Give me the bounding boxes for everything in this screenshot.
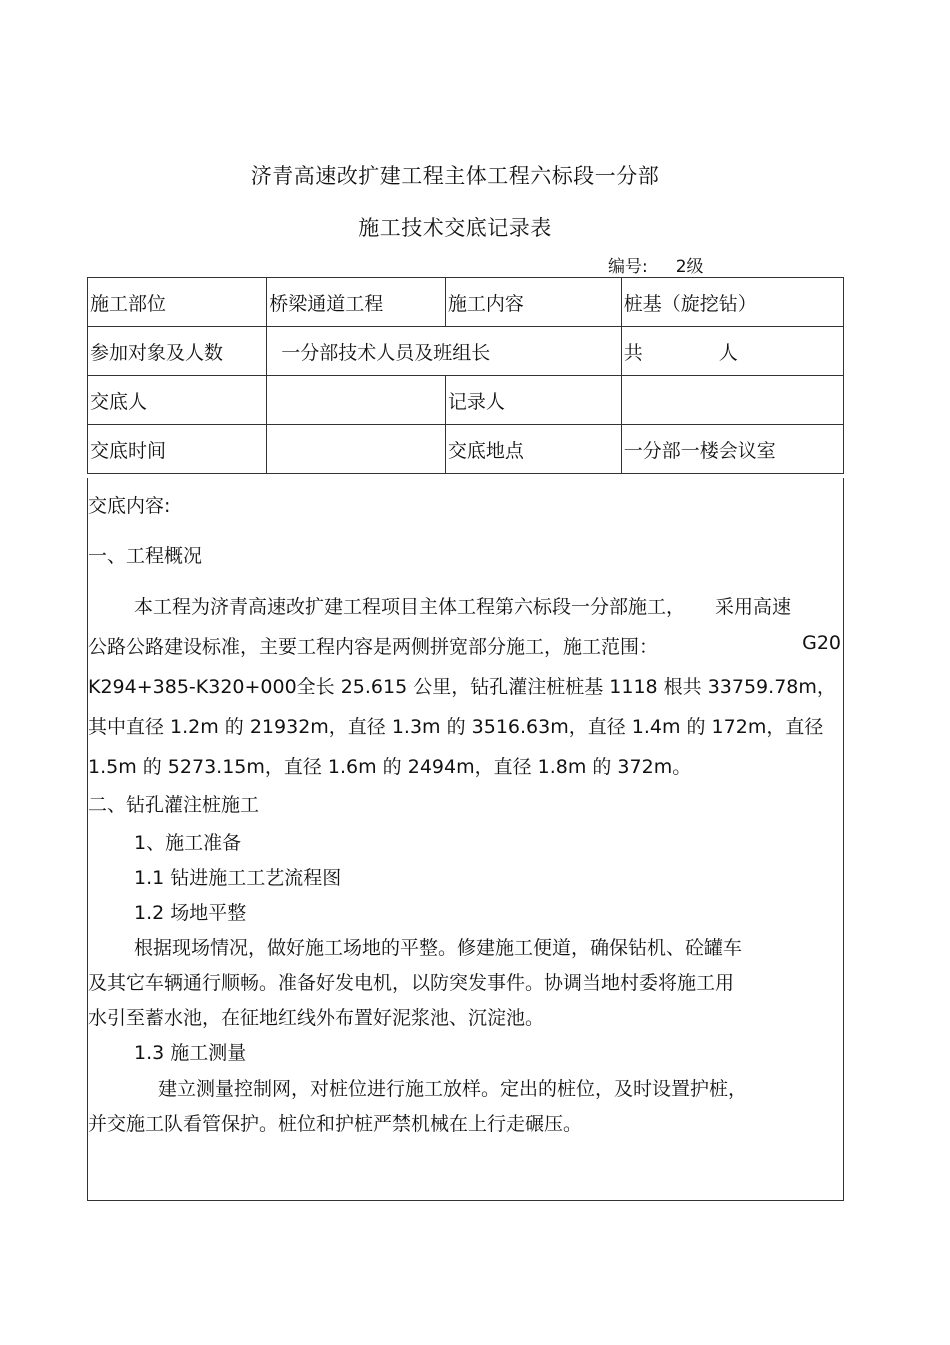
paragraph-line: 及其它车辆通行顺畅。准备好发电机，以防突发事件。协调当地村委将施工用 (88, 972, 735, 994)
cell-value (267, 425, 446, 474)
paragraph-line: K294+385-K320+000全长 25.615 公里，钻孔灌注桩桩基 1118 根共 33759.78m， (88, 676, 836, 698)
paragraph-text: 采用高速 (715, 596, 792, 618)
cell-value: 一分部技术人员及班组长 (267, 327, 622, 376)
document-subtitle: 施工技术交底记录表 (358, 216, 552, 240)
table-row (88, 327, 844, 376)
cell-value (621, 376, 843, 425)
subsection-heading: 1.3 施工测量 (134, 1042, 247, 1064)
paragraph-line: 其中直径 1.2m 的 21932m，直径 1.3m 的 3516.63m，直径 1.4m 的 172m，直径 (88, 716, 824, 738)
section-heading: 二、钻孔灌注桩施工 (88, 794, 260, 816)
paragraph-line (134, 592, 791, 619)
paragraph-line: 并交施工队看管保护。桩位和护桩严禁机械在上行走碾压。 (88, 1113, 583, 1135)
document-title: 济青高速改扩建工程主体工程六标段一分部 (250, 164, 660, 188)
paragraph-line: 水引至蓄水池，在征地红线外布置好泥浆池、沉淀池。 (88, 1007, 545, 1029)
header-table (87, 277, 844, 474)
table-row (88, 278, 844, 327)
serial-label: 编号: (608, 257, 648, 277)
serial-number (608, 252, 806, 278)
paragraph-line: 根据现场情况，做好施工场地的平整。修建施工便道，确保钻机、砼罐车 (134, 937, 743, 959)
paragraph-line: 建立测量控制网，对桩位进行施工放样。定出的桩位，及时设置护桩， (158, 1078, 748, 1100)
cell-label: 交底地点 (445, 425, 621, 474)
cell-value: 一分部一楼会议室 (621, 425, 843, 474)
subsection-heading: 1、施工准备 (134, 832, 242, 854)
section-heading: 一、工程概况 (88, 545, 203, 567)
serial-value: 2级 (668, 252, 806, 278)
paragraph-text: 本工程为济青高速改扩建工程项目主体工程第六标段一分部施工， (134, 596, 686, 618)
cell-label: 施工部位 (88, 278, 267, 327)
paragraph-line (88, 632, 841, 659)
cell-label: 记录人 (445, 376, 621, 425)
cell-label: 参加对象及人数 (88, 327, 267, 376)
cell-value: 桥梁通道工程 (267, 278, 446, 327)
cell-label: 交底人 (88, 376, 267, 425)
cell-label: 交底时间 (88, 425, 267, 474)
count-suffix: 人 (718, 341, 738, 364)
cell-label: 施工内容 (445, 278, 621, 327)
count-prefix: 共 (623, 341, 643, 364)
paragraph-line: 1.5m 的 5273.15m，直径 1.6m 的 2494m，直径 1.8m 的 372m。 (88, 756, 692, 778)
cell-value (621, 327, 843, 376)
subsection-heading: 1.2 场地平整 (134, 902, 247, 924)
table-row (88, 376, 844, 425)
cell-value: 桩基（旋挖钻） (621, 278, 843, 327)
cell-value (267, 376, 446, 425)
content-label: 交底内容: (88, 495, 171, 517)
subsection-heading: 1.1 钻进施工工艺流程图 (134, 867, 342, 889)
paragraph-text: 公路公路建设标准，主要工程内容是两侧拼宽部分施工，施工范围： (88, 636, 659, 658)
paragraph-text: G20 (802, 632, 841, 654)
table-row (88, 425, 844, 474)
content-box (87, 478, 844, 1201)
